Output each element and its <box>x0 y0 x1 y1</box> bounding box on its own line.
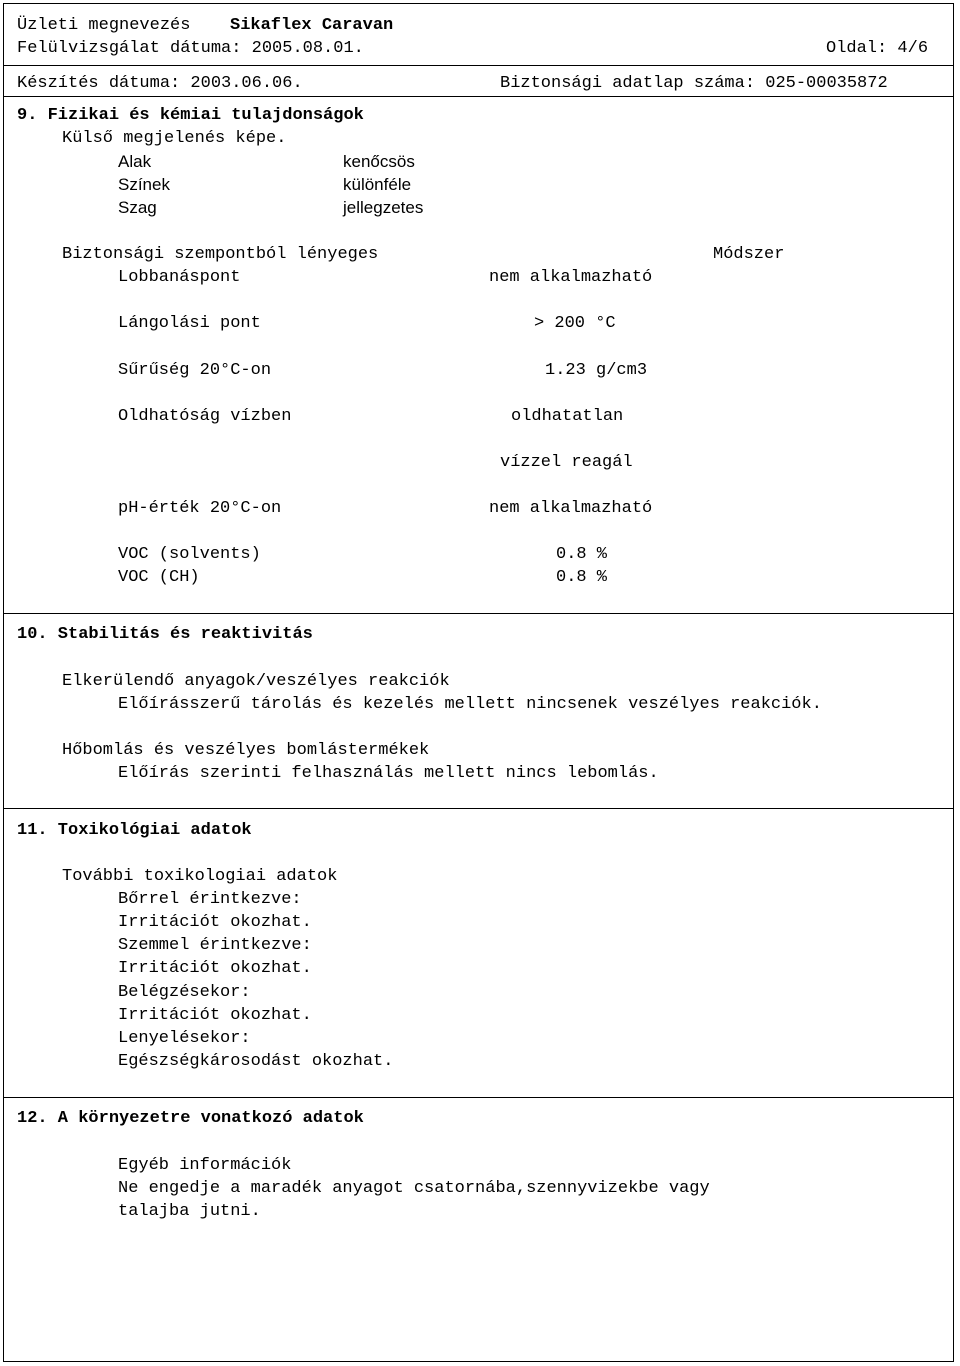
appearance-color-value: különféle <box>343 175 412 194</box>
environment-text-line2: talajba jutni. <box>118 1202 261 1221</box>
ph-value: nem alkalmazható <box>489 499 653 518</box>
product-name: Sikaflex Caravan <box>230 16 394 35</box>
flash-point-value: nem alkalmazható <box>489 268 653 287</box>
product-label: Üzleti megnevezés <box>17 16 191 35</box>
method-label: Módszer <box>713 245 785 264</box>
created-date: Készítés dátuma: 2003.06.06. <box>17 74 303 93</box>
tox-line: Belégzésekor: <box>118 983 251 1002</box>
document-page <box>3 3 954 1362</box>
safety-heading: Biztonsági szempontból lényeges <box>62 245 379 264</box>
tox-line: Bőrrel érintkezve: <box>118 890 302 909</box>
appearance-form-value: kenőcsös <box>343 152 415 171</box>
voc-solvents-value: 0.8 % <box>556 545 608 564</box>
tox-line: Lenyelésekor: <box>118 1029 251 1048</box>
header-divider <box>4 65 953 66</box>
density-value: 1.23 g/cm3 <box>545 361 648 380</box>
section10-title: 10. Stabilitás és reaktivitás <box>17 625 313 644</box>
tox-line: Szemmel érintkezve: <box>118 936 312 955</box>
materials-heading: Elkerülendő anyagok/veszélyes reakciók <box>62 672 450 691</box>
flash-point-label: Lobbanáspont <box>118 268 241 287</box>
further-tox-heading: További toxikologiai adatok <box>62 867 338 886</box>
water-solubility-value: oldhatatlan <box>511 407 624 426</box>
water-solubility-label: Oldhatóság vízben <box>118 407 292 426</box>
ph-label: pH-érték 20°C-on <box>118 499 282 518</box>
appearance-form-label: Alak <box>118 152 152 171</box>
section11-title: 11. Toxikológiai adatok <box>17 821 252 840</box>
section-divider-11 <box>4 808 953 809</box>
voc-ch-value: 0.8 % <box>556 568 608 587</box>
tox-line: Irritációt okozhat. <box>118 913 312 932</box>
sds-number: Biztonsági adatlap száma: 025-00035872 <box>500 74 888 93</box>
appearance-odor-value: jellegzetes <box>343 198 424 217</box>
tox-line: Irritációt okozhat. <box>118 959 312 978</box>
appearance-heading: Külső megjelenés képe. <box>62 129 287 148</box>
header-divider-2 <box>4 96 953 97</box>
page-number: Oldal: 4/6 <box>826 39 929 58</box>
other-info-heading: Egyéb információk <box>118 1156 292 1175</box>
appearance-odor-label: Szag <box>118 198 157 217</box>
tox-line: Egészségkárosodást okozhat. <box>118 1052 394 1071</box>
environment-text-line1: Ne engedje a maradék anyagot csatornába,szennyvizekbe vagy <box>118 1179 710 1198</box>
tox-line: Irritációt okozhat. <box>118 1006 312 1025</box>
ignition-point-label: Lángolási pont <box>118 314 261 333</box>
voc-solvents-label: VOC (solvents) <box>118 545 261 564</box>
section-divider-12 <box>4 1097 953 1098</box>
section-divider-10 <box>4 613 953 614</box>
section9-title: 9. Fizikai és kémiai tulajdonságok <box>17 106 364 125</box>
decomposition-text: Előírás szerinti felhasználás mellett nincs lebomlás. <box>118 764 659 783</box>
water-reaction-value: vízzel reagál <box>500 453 633 472</box>
voc-ch-label: VOC (CH) <box>118 568 200 587</box>
ignition-point-value: > 200 °C <box>534 314 616 333</box>
revision-date: Felülvizsgálat dátuma: 2005.08.01. <box>17 39 364 58</box>
materials-text: Előírásszerű tárolás és kezelés mellett nincsenek veszélyes reakciók. <box>118 695 822 714</box>
section12-title: 12. A környezetre vonatkozó adatok <box>17 1109 364 1128</box>
density-label: Sűrűség 20°C-on <box>118 361 272 380</box>
appearance-color-label: Színek <box>118 175 170 194</box>
decomposition-heading: Hőbomlás és veszélyes bomlástermékek <box>62 741 430 760</box>
